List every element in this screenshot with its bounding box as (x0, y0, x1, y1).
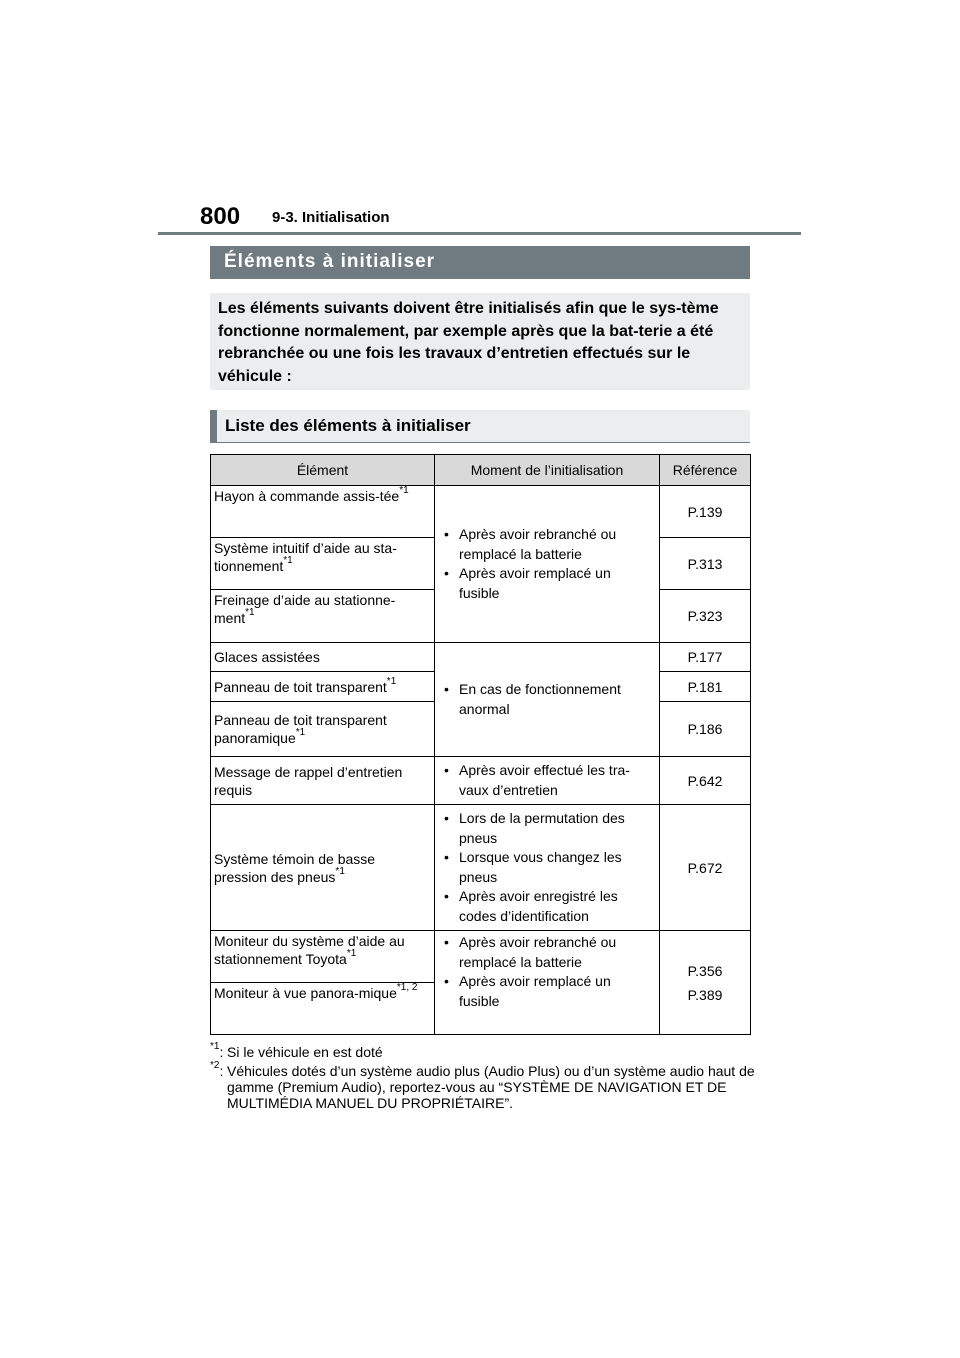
table-header-row (211, 455, 751, 486)
subsection-accent-bar (210, 410, 217, 443)
footnote-text: Si le véhicule en est doté (227, 1044, 383, 1060)
moment-cell (435, 486, 660, 643)
initialisation-table (210, 454, 751, 1035)
list-item: • Lorsque vous changez les pneus (439, 848, 655, 887)
item-cell: Glaces assistées (211, 643, 435, 672)
item-cell: Freinage d’aide au stationne-ment$^{*1}$ (211, 590, 435, 643)
item-cell: Panneau de toit transparent panoramique$^{*1}$ (211, 702, 435, 757)
subsection-header (210, 410, 750, 443)
header-divider (158, 232, 801, 235)
list-item: • Après avoir remplacé un fusible (439, 972, 655, 1011)
list-item: • Après avoir rebranché ou remplacé la batterie (439, 525, 655, 564)
footnote-text: Véhicules dotés d’un système audio plus (Audio Plus) ou d’un système audio haut de gamme (Premium Audio), reportez-vous au “SYSTÈME DE NAVIGATION ET DE MULTIMÉDIA MANUEL DU PROPRIÉTAIRE”. (227, 1063, 755, 1111)
column-header-moment: Moment de l’initialisation (435, 455, 660, 486)
moment-cell (435, 805, 660, 931)
footnote-mark: $^{*2}$: (210, 1060, 224, 1079)
item-cell: Panneau de toit transparent$^{*1}$ (211, 672, 435, 702)
table-row (211, 486, 751, 538)
list-item: • Après avoir enregistré les codes d’identification (439, 887, 655, 926)
table-row (211, 931, 751, 983)
column-header-element: Élément (211, 455, 435, 486)
item-cell: Moniteur du système d’aide au stationnement Toyota$^{*1}$ (211, 931, 435, 983)
item-cell: Message de rappel d’entretien requis (211, 757, 435, 805)
section-banner (210, 246, 750, 279)
reference-cell: P.672 (660, 805, 751, 931)
item-cell: Moniteur à vue panora-mique$^{*1, 2}$ (211, 983, 435, 1035)
reference-cell: P.139 (660, 486, 751, 538)
chapter-title: 9-3. Initialisation (272, 209, 390, 226)
reference-cell: P.642 (660, 757, 751, 805)
table-row (211, 643, 751, 672)
reference-cell: P.181 (660, 672, 751, 702)
reference-cell (660, 931, 751, 1035)
footnotes (210, 1041, 755, 1114)
moment-cell (435, 757, 660, 805)
reference-cell: P.186 (660, 702, 751, 757)
list-item: • En cas de fonctionnement anormal (439, 680, 655, 719)
moment-cell (435, 643, 660, 757)
item-cell: Système intuitif d’aide au sta-tionnement$^{*1}$ (211, 538, 435, 590)
reference-value: P.389 (687, 986, 723, 1003)
intro-box (210, 293, 750, 390)
list-item: • Après avoir rebranché ou remplacé la batterie (439, 933, 655, 972)
page-number: 800 (200, 203, 241, 230)
section-title: Éléments à initialiser (224, 251, 436, 272)
list-item: • Lors de la permutation des pneus (439, 809, 655, 848)
reference-cell: P.313 (660, 538, 751, 590)
moment-cell (435, 931, 660, 1035)
footnote (210, 1060, 755, 1111)
reference-value: P.356 (687, 962, 723, 979)
column-header-reference: Référence (660, 455, 751, 486)
footnote-mark: $^{*1}$: (210, 1041, 224, 1060)
reference-cell: P.177 (660, 643, 751, 672)
list-item: • Après avoir remplacé un fusible (439, 564, 655, 603)
footnote (210, 1041, 755, 1060)
intro-text: Les éléments suivants doivent être initialisés afin que le sys-tème fonctionne normalement, par exemple après que la bat-terie a été rebranchée ou une fois les travaux d’entretien effectués sur le véhicule : (218, 300, 719, 385)
list-item: • Après avoir effectué les tra-vaux d’entretien (439, 761, 655, 800)
item-cell: Système témoin de basse pression des pneus$^{*1}$ (211, 805, 435, 931)
table-row (211, 805, 751, 931)
item-cell: Hayon à commande assis-tée$^{*1}$ (211, 486, 435, 538)
subsection-title: Liste des éléments à initialiser (225, 416, 471, 435)
reference-cell: P.323 (660, 590, 751, 643)
table-row (211, 757, 751, 805)
